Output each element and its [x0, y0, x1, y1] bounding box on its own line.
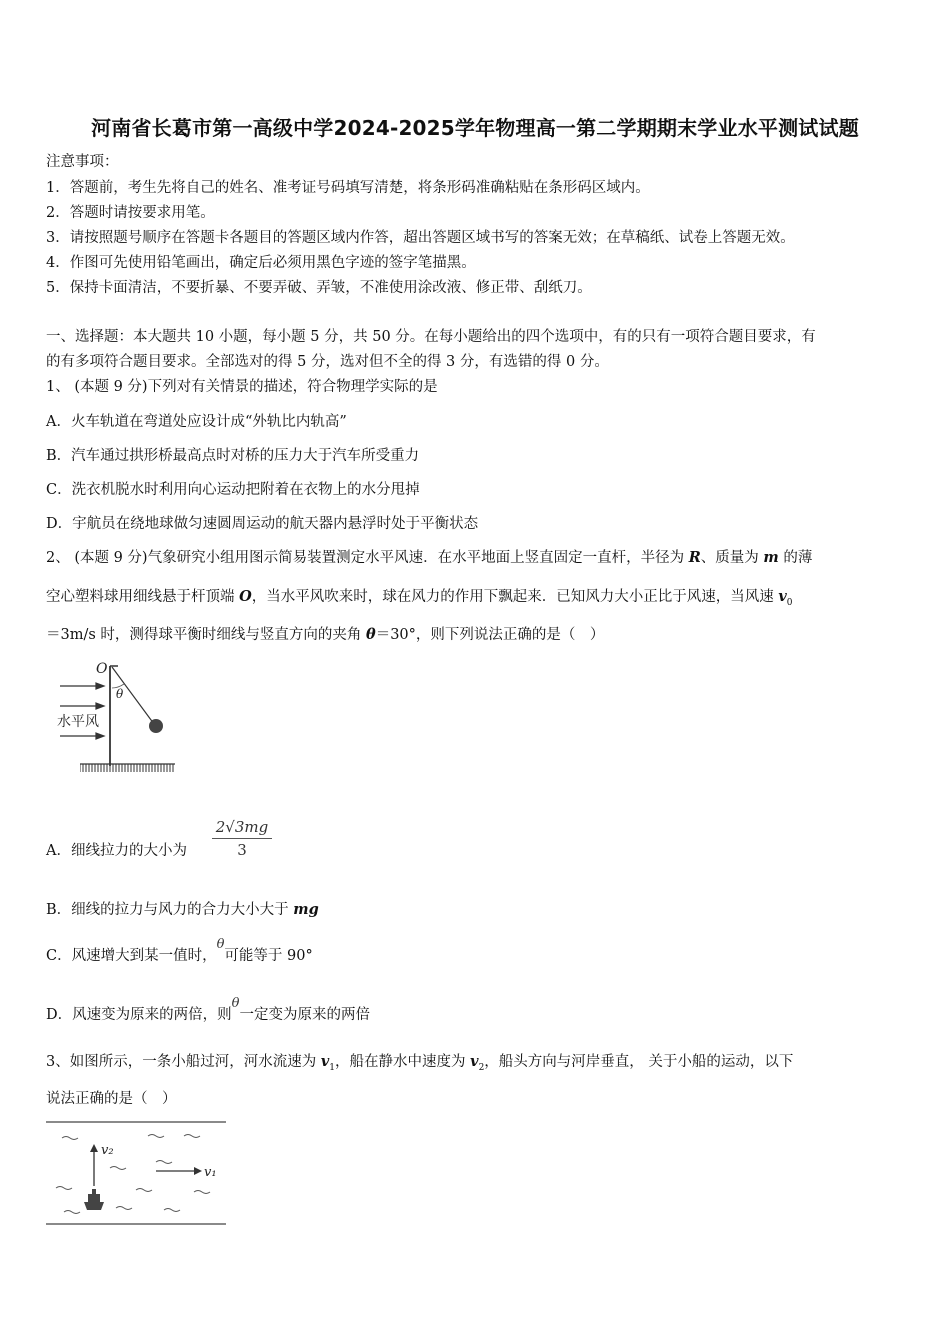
section-line: 的有多项符合题目要求。全部选对的得 5 分，选对但不全的得 3 分，有选错的得 0 分。: [46, 354, 609, 370]
label-O: O: [96, 661, 108, 677]
notice-item: 2．答题时请按要求用笔。: [46, 205, 215, 221]
river-boat-figure: [44, 1116, 230, 1230]
page-title: 河南省长葛市第一高级中学2024-2025学年物理高一第二学期期末学业水平测试试题: [91, 116, 859, 140]
q3-stem-line2: 说法正确的是（ ）: [46, 1091, 177, 1107]
q2-option-d: D．风速变为原来的两倍，则θ一定变为原来的两倍: [46, 996, 370, 1023]
q2-option-b: B．细线的拉力与风力的合力大小大于 mg: [46, 901, 319, 918]
q3-stem-line1: 3、如图所示，一条小船过河，河水流速为 $v_1$，船在静水中速度为 $v_2$，船头方向与河岸垂直， 关于小船的运动，以下: [46, 1053, 794, 1073]
notice-item: 4．作图可先使用铅笔画出，确定后必须用黑色字迹的签字笔描黑。: [46, 255, 476, 271]
section-line: 一、选择题：本大题共 10 小题，每小题 5 分，共 50 分。在每小题给出的四个选项中，有的只有一项符合题目要求，有: [46, 329, 816, 345]
q1-option-b: B．汽车通过拱形桥最高点时对桥的压力大于汽车所受重力: [46, 448, 420, 464]
fraction: [212, 818, 272, 859]
fraction-bar: [212, 838, 272, 839]
q1-option-a: A．火车轨道在弯道处应设计成“外轨比内轨高”: [46, 414, 347, 430]
q1-option-c: C．洗衣机脱水时利用向心运动把附着在衣物上的水分甩掉: [46, 482, 420, 498]
q2-stem-line3: ＝3m/s 时，测得球平衡时细线与竖直方向的夹角 θ＝30°，则下列说法正确的是（ ）: [46, 626, 605, 643]
q1-stem: 1、 (本题 9 分)下列对有关情景的描述，符合物理学实际的是: [46, 379, 438, 395]
q2-option-c: C．风速增大到某一值时，θ可能等于 90°: [46, 937, 313, 964]
q2-stem-line1: 2、 (本题 9 分)气象研究小组用图示简易装置测定水平风速．在水平地面上竖直固定一直杆，半径为 R、质量为 m 的薄: [46, 549, 813, 566]
notice-item: 3．请按照题号顺序在答题卡各题目的答题区域内作答，超出答题区域书写的答案无效；在草稿纸、试卷上答题无效。: [46, 230, 795, 246]
q2-stem-line2: 空心塑料球用细线悬于杆顶端 O，当水平风吹来时，球在风力的作用下飘起来．已知风力大小正比于风速，当风速 $v_0$: [46, 588, 793, 608]
label-theta: θ: [116, 687, 124, 701]
label-wind: 水平风: [57, 714, 99, 730]
ball-icon: [149, 719, 163, 733]
boat-icon: [84, 1189, 104, 1210]
fraction-denominator: 3: [237, 841, 247, 859]
q2-option-a: A．细线拉力的大小为: [46, 843, 187, 859]
wind-apparatus-figure: [52, 658, 182, 778]
label-v2: v₂: [101, 1143, 114, 1158]
notice-item: 1．答题前，考生先将自己的姓名、准考证号码填写清楚，将条形码准确粘贴在条形码区域内。: [46, 180, 650, 196]
notice-item: 5．保持卡面清洁，不要折暴、不要弄破、弄皱，不准使用涂改液、修正带、刮纸刀。: [46, 280, 592, 296]
q1-option-d: D．宇航员在绕地球做匀速圆周运动的航天器内悬浮时处于平衡状态: [46, 516, 479, 532]
notice-heading: 注意事项：: [46, 154, 119, 170]
label-v1: v₁: [204, 1165, 217, 1180]
fraction-numerator: 2√3mg: [215, 818, 269, 836]
